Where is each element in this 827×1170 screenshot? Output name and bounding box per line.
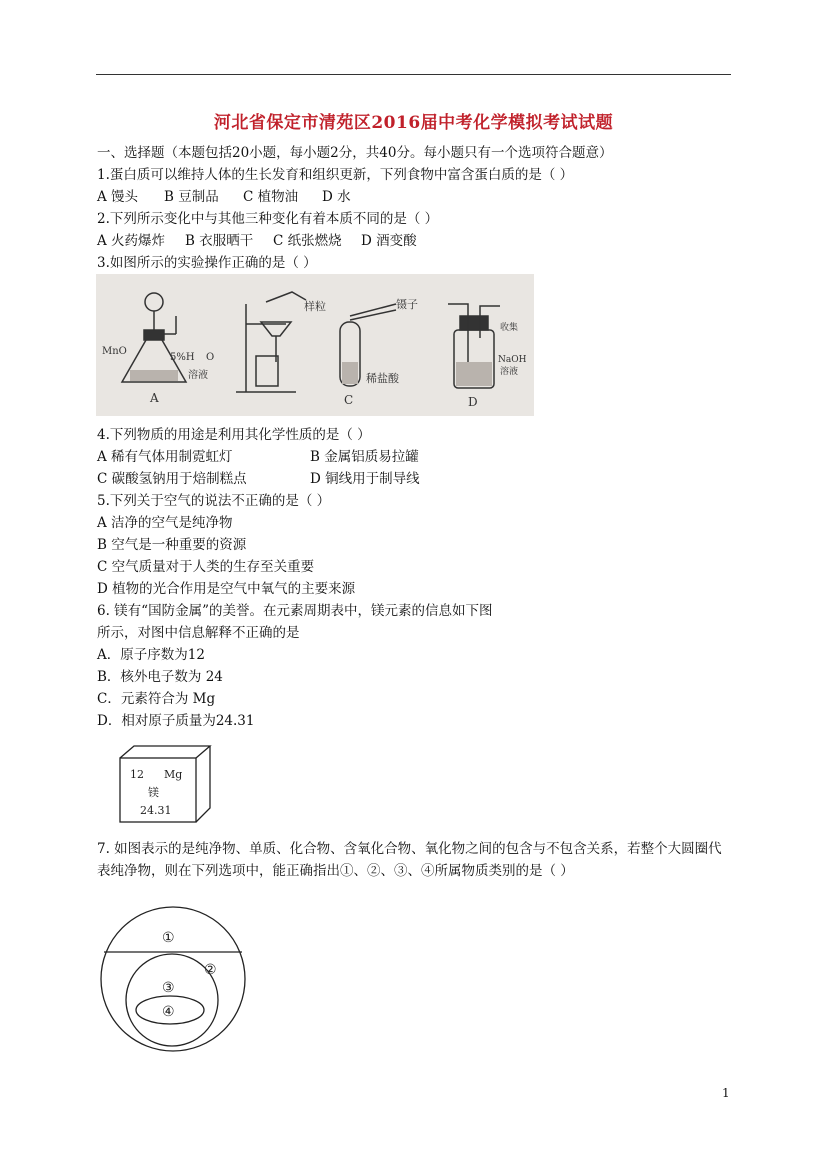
page-title: 河北省保定市清苑区2016届中考化学模拟考试试题 bbox=[213, 113, 614, 133]
q1-option-c: C 植物油 bbox=[243, 189, 299, 205]
lab-apparatus-figure bbox=[96, 274, 534, 416]
q4-option-c: C 碳酸氢钠用于焙制糕点 bbox=[97, 471, 247, 487]
question-4-stem: 4.下列物质的用途是利用其化学性质的是（ ） bbox=[97, 427, 371, 443]
circle-label-3: ③ bbox=[162, 980, 175, 996]
question-5-stem: 5.下列关于空气的说法不正确的是（ ） bbox=[97, 493, 331, 509]
circle-label-2: ② bbox=[204, 962, 217, 978]
fig-label-c: C bbox=[344, 393, 354, 407]
q5-option-c: C 空气质量对于人类的生存至关重要 bbox=[97, 559, 315, 575]
q2-option-b: B 衣服晒干 bbox=[185, 233, 254, 249]
q5-option-a: A 洁净的空气是纯净物 bbox=[97, 515, 233, 531]
circle-label-1: ① bbox=[162, 930, 175, 946]
page-number: 1 bbox=[722, 1086, 730, 1100]
q5-option-b: B 空气是一种重要的资源 bbox=[97, 537, 247, 553]
element-mass: 24.31 bbox=[140, 804, 172, 817]
classification-circles-figure bbox=[98, 904, 248, 1054]
q1-option-d: D 水 bbox=[322, 189, 351, 205]
q1-option-a: A 馒头 bbox=[97, 189, 139, 205]
header-rule bbox=[96, 74, 731, 75]
fig-solution-label-a: 溶液 bbox=[188, 370, 208, 381]
q2-option-c: C 纸张燃烧 bbox=[273, 233, 342, 249]
fig-label-d: D bbox=[468, 395, 478, 409]
q6-option-d: D．相对原子质量为24.31 bbox=[97, 713, 255, 729]
element-number: 12 bbox=[130, 768, 144, 781]
q5-option-d: D 植物的光合作用是空气中氧气的主要来源 bbox=[97, 581, 356, 597]
q1-option-b: B 豆制品 bbox=[164, 189, 219, 205]
q2-option-d: D 酒变酸 bbox=[361, 233, 417, 249]
section-heading: 一、选择题（本题包括20小题，每小题2分，共40分。每小题只有一个选项符合题意） bbox=[97, 145, 613, 161]
fig-h2o2-label: 5%H bbox=[170, 352, 195, 363]
element-symbol: Mg bbox=[164, 768, 183, 781]
question-2-stem: 2.下列所示变化中与其他三种变化有着本质不同的是（ ） bbox=[97, 211, 439, 227]
q6-option-a: A．原子序数为12 bbox=[97, 647, 205, 663]
q2-option-a: A 火药爆炸 bbox=[97, 233, 166, 249]
question-6-stem-2: 所示，对图中信息解释不正确的是 bbox=[97, 625, 300, 641]
fig-acid-label: 稀盐酸 bbox=[366, 372, 399, 385]
fig-label-a: A bbox=[150, 391, 159, 405]
q6-option-b: B．核外电子数为 24 bbox=[97, 669, 223, 685]
fig-h2o2-label-b: O bbox=[206, 352, 215, 363]
element-name: 镁 bbox=[148, 786, 159, 799]
element-cell-figure bbox=[118, 744, 214, 824]
fig-collect-label: 收集 bbox=[500, 323, 519, 333]
fig-tweezers-label: 镊子 bbox=[396, 298, 418, 311]
fig-mno2-label: MnO bbox=[102, 346, 127, 357]
q4-option-d: D 铜线用于制导线 bbox=[310, 471, 420, 487]
q4-option-a: A 稀有气体用制霓虹灯 bbox=[97, 449, 233, 465]
fig-naoh-solution-label: 溶液 bbox=[500, 367, 519, 377]
fig-grain-label: 样粒 bbox=[304, 300, 326, 313]
fig-naoh-label: NaOH bbox=[498, 355, 527, 365]
q6-option-c: C．元素符合为 Mg bbox=[97, 691, 216, 707]
question-1-stem: 1.蛋白质可以维持人体的生长发育和组织更新，下列食物中富含蛋白质的是（ ） bbox=[97, 167, 574, 183]
question-6-stem-1: 6. 镁有“国防金属”的美誉。在元素周期表中，镁元素的信息如下图 bbox=[97, 603, 493, 619]
q4-option-b: B 金属铝质易拉罐 bbox=[310, 449, 419, 465]
question-3-stem: 3.如图所示的实验操作正确的是（ ） bbox=[97, 255, 317, 271]
question-7-stem: 7. 如图表示的是纯净物、单质、化合物、含氧化合物、氧化物之间的包含与不包含关系，若整个大圆圈代表纯净物，则在下列选项中，能正确指出①、②、③、④所属物质类别的是（ ） bbox=[97, 841, 722, 879]
circle-label-4: ④ bbox=[162, 1004, 175, 1020]
